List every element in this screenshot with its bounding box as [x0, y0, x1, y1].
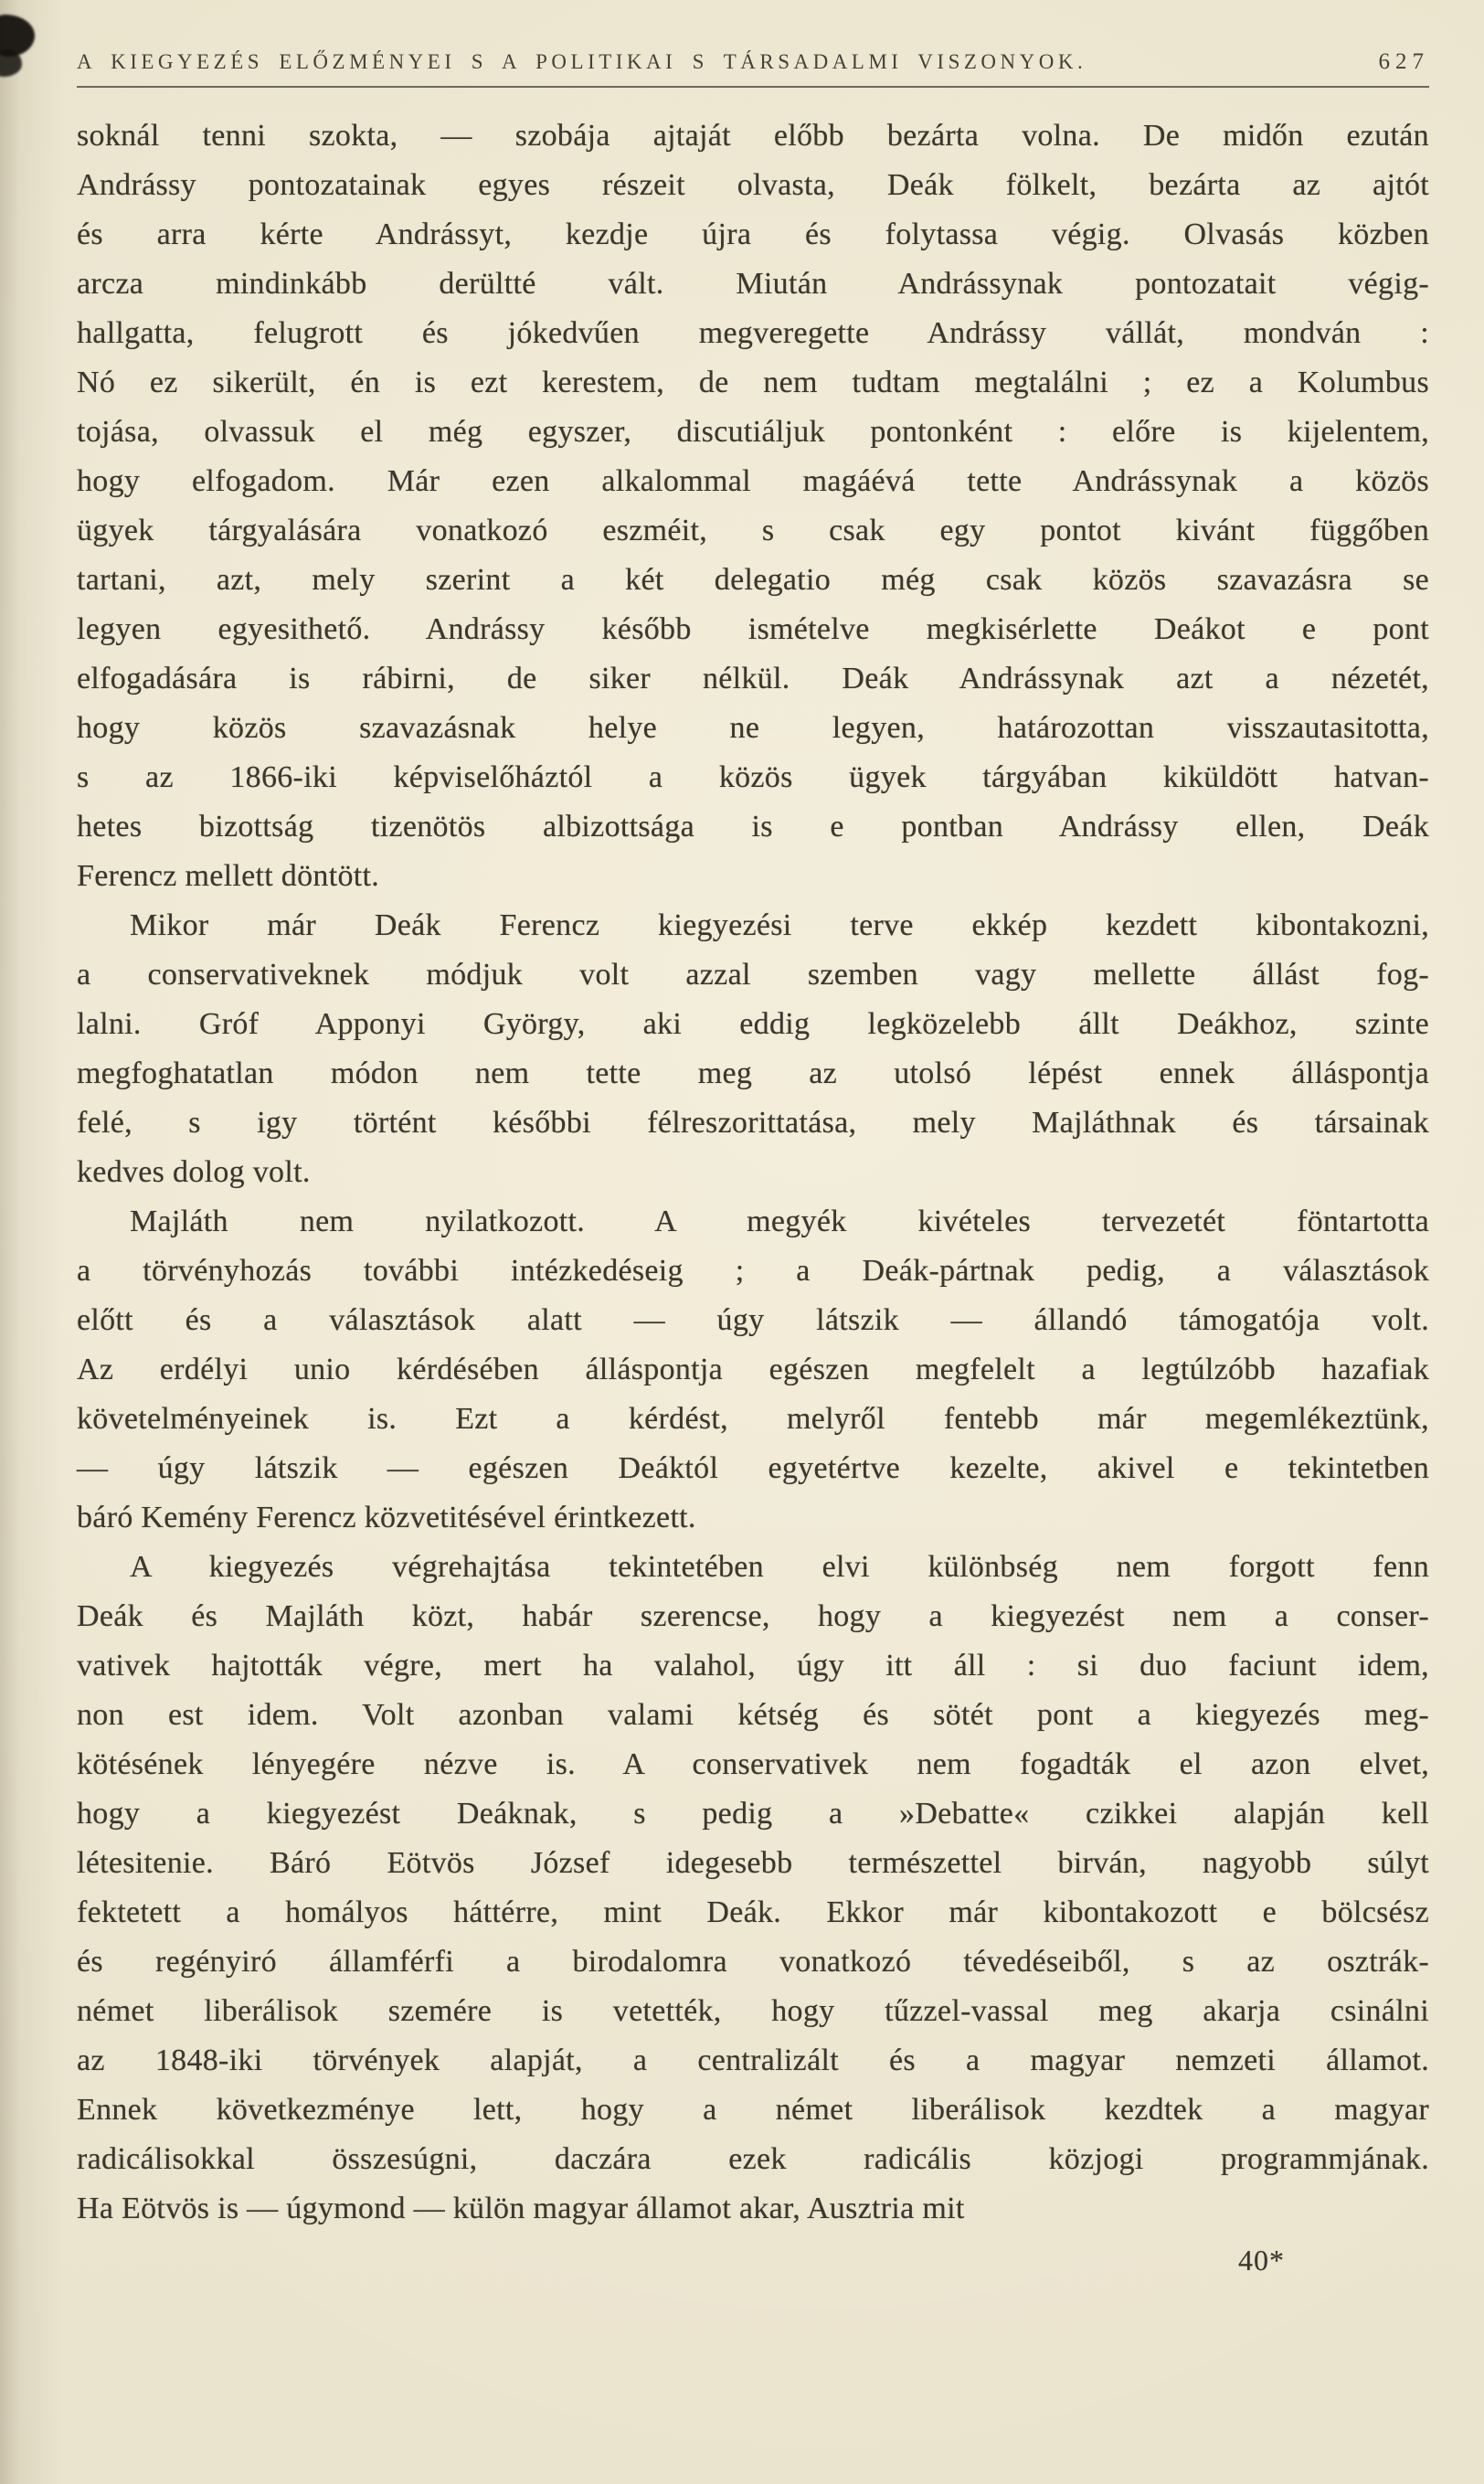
page-header: [77, 49, 1429, 75]
text-line: soknál tenni szokta, — szobája ajtaját előbb bezárta volna. De midőn ezután: [77, 119, 1429, 153]
text-line: és regényiró államférfi a birodalomra vonatkozó tévedéseiből, s az osztrák-: [77, 1945, 1429, 1979]
text-line: követelményeinek is. Ezt a kérdést, melyről fentebb már megemlékeztünk,: [77, 1402, 1429, 1436]
text-line: non est idem. Volt azonban valami kétség és sötét pont a kiegyezés meg-: [77, 1698, 1429, 1732]
header-rule: [77, 86, 1429, 88]
text-line: hogy elfogadom. Már ezen alkalommal magáévá tette Andrássynak a közös: [77, 464, 1429, 498]
paragraph: [77, 111, 1429, 901]
text-line: létesitenie. Báró Eötvös József idegesebb természettel birván, nagyobb súlyt: [77, 1846, 1429, 1880]
text-line: a conservativeknek módjuk volt azzal szemben vagy mellette állást fog-: [77, 958, 1429, 992]
page-number: 627: [1378, 49, 1429, 74]
text-line: fektetett a homályos háttérre, mint Deák. Ekkor már kibontakozott e bölcsész: [77, 1895, 1429, 1929]
paragraph: [77, 901, 1429, 1197]
text-line: Ferencz mellett döntött.: [77, 859, 380, 893]
text-line: legyen egyesithető. Andrássy később ismételve megkisérlette Deákot e pont: [77, 612, 1429, 646]
text-line: a törvényhozás további intézkedéseig ; a Deák-pártnak pedig, a választások: [77, 1254, 1429, 1288]
text-line: Ennek következménye lett, hogy a német liberálisok kezdtek a magyar: [77, 2093, 1429, 2127]
text-line: tojása, olvassuk el még egyszer, discutiáljuk pontonként : előre is kijelentem,: [77, 415, 1429, 449]
paragraph: [77, 1197, 1429, 1543]
text-line: báró Kemény Ferencz közvetitésével érintkezett.: [77, 1501, 696, 1534]
text-line: Mikor már Deák Ferencz kiegyezési terve ekkép kezdett kibontakozni,: [130, 908, 1429, 942]
text-line: Nó ez sikerült, én is ezt kerestem, de nem tudtam megtalálni ; ez a Kolumbus: [77, 366, 1429, 399]
text-line: az 1848-iki törvények alapját, a centralizált és a magyar nemzeti államot.: [77, 2043, 1429, 2077]
text-line: kötésének lényegére nézve is. A conservativek nem fogadták el azon elvet,: [77, 1747, 1429, 1781]
text-line: A kiegyezés végrehajtása tekintetében elvi különbség nem forgott fenn: [130, 1550, 1429, 1584]
text-line: felé, s igy történt későbbi félreszorittatása, mely Majláthnak és társainak: [77, 1106, 1429, 1140]
text-line: s az 1866-iki képviselőháztól a közös ügyek tárgyában kiküldött hatvan-: [77, 760, 1429, 794]
text-line: német liberálisok szemére is vetették, hogy tűzzel-vassal meg akarja csinálni: [77, 1994, 1429, 2028]
text-line: előtt és a választások alatt — úgy látszik — állandó támogatója volt.: [77, 1303, 1429, 1337]
text-line: vativek hajtották végre, mert ha valahol, úgy itt áll : si duo faciunt idem,: [77, 1649, 1429, 1683]
paragraph: [77, 1543, 1429, 2234]
text-line: lalni. Gróf Apponyi György, aki eddig legközelebb állt Deákhoz, szinte: [77, 1007, 1429, 1041]
text-line: Ha Eötvös is — úgymond — külön magyar államot akar, Ausztria mit: [77, 2192, 965, 2225]
text-line: kedves dolog volt.: [77, 1155, 311, 1189]
text-line: megfoghatatlan módon nem tette meg az utolsó lépést ennek álláspontja: [77, 1056, 1429, 1090]
text-line: hogy a kiegyezést Deáknak, s pedig a »Debatte« czikkei alapján kell: [77, 1797, 1429, 1831]
signature-mark: 40*: [1238, 2244, 1285, 2277]
text-line: és arra kérte Andrássyt, kezdje újra és folytassa végig. Olvasás közben: [77, 218, 1429, 251]
text-block: [77, 111, 1429, 2234]
text-line: hogy közös szavazásnak helye ne legyen, határozottan visszautasitotta,: [77, 711, 1429, 745]
text-line: arcza mindinkább derültté vált. Miután Andrássynak pontozatait végig-: [77, 267, 1429, 301]
text-line: radicálisokkal összesúgni, daczára ezek radicális közjogi programmjának.: [77, 2142, 1429, 2176]
text-line: Az erdélyi unio kérdésében álláspontja egészen megfelelt a legtúlzóbb hazafiak: [77, 1353, 1429, 1386]
text-line: — úgy látszik — egészen Deáktól egyetértve kezelte, akivel e tekintetben: [77, 1451, 1429, 1485]
text-line: tartani, azt, mely szerint a két delegatio még csak közös szavazásra se: [77, 563, 1429, 597]
text-line: hetes bizottság tizenötös albizottsága is e pontban Andrássy ellen, Deák: [77, 810, 1429, 844]
text-line: Deák és Majláth közt, habár szerencse, hogy a kiegyezést nem a conser-: [77, 1599, 1429, 1633]
text-line: hallgatta, felugrott és jókedvűen megveregette Andrássy vállát, mondván :: [77, 316, 1429, 350]
text-line: ügyek tárgyalására vonatkozó eszméit, s csak egy pontot kivánt függőben: [77, 514, 1429, 547]
text-line: elfogadására is rábirni, de siker nélkül. Deák Andrássynak azt a nézetét,: [77, 662, 1429, 695]
text-line: Andrássy pontozatainak egyes részeit olvasta, Deák fölkelt, bezárta az ajtót: [77, 168, 1429, 202]
running-title: A KIEGYEZÉS ELŐZMÉNYEI S A POLITIKAI S TÁRSADALMI VISZONYOK.: [77, 50, 1087, 73]
text-line: Majláth nem nyilatkozott. A megyék kivételes tervezetét föntartotta: [130, 1205, 1429, 1238]
